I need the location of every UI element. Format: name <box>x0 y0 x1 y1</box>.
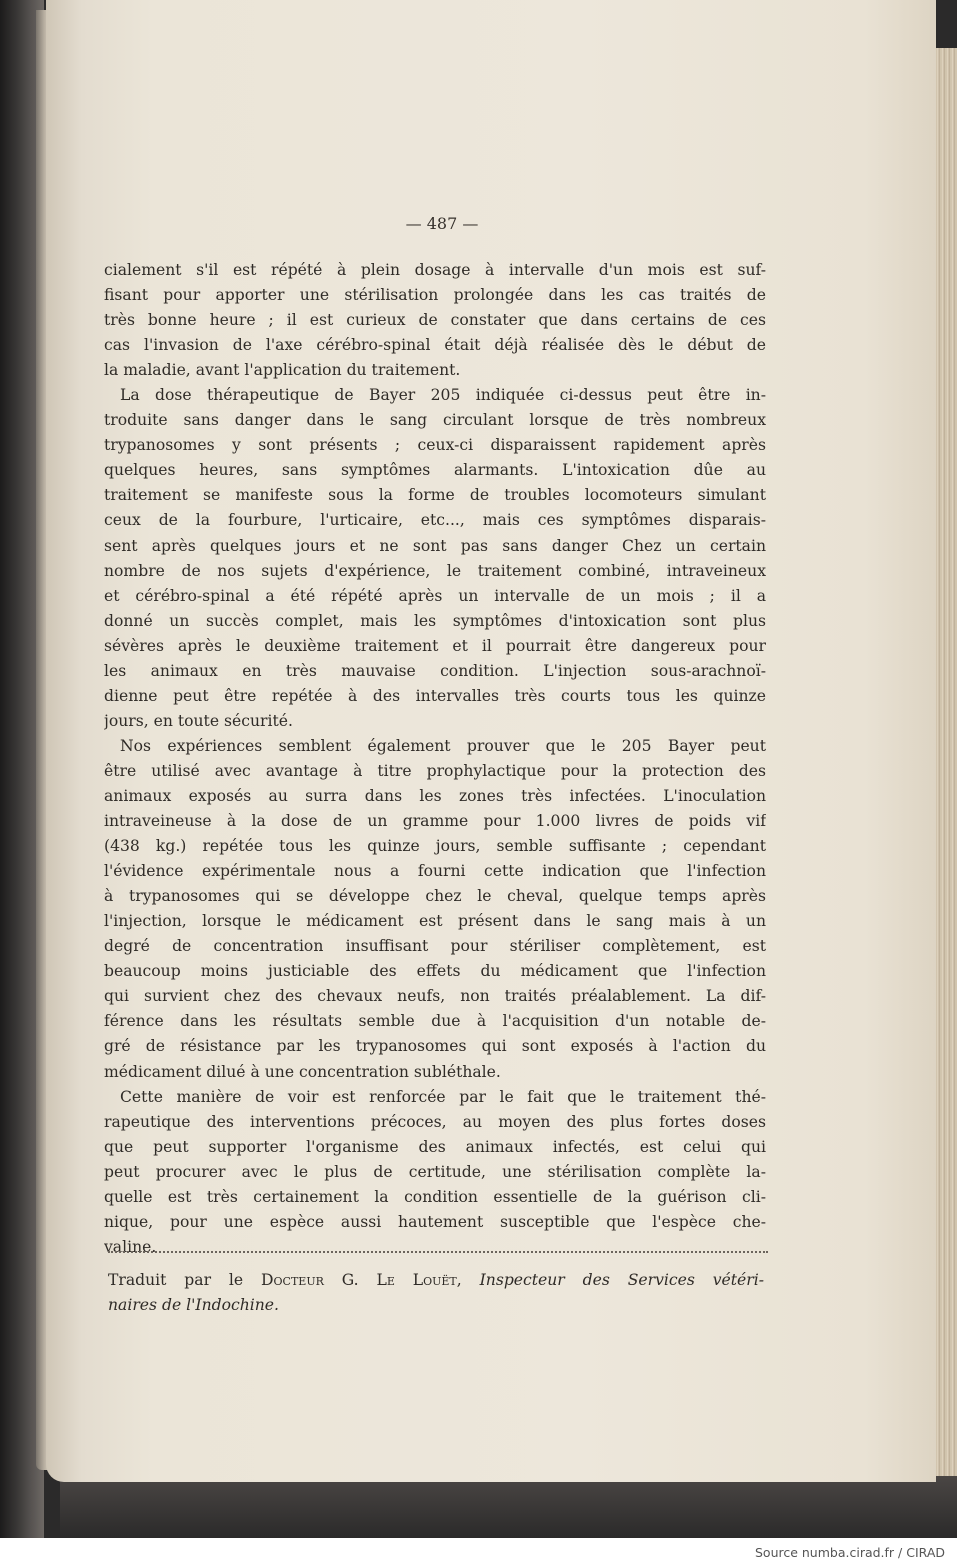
text-line: peut procurer avec le plus de certitude, une stérilisation complète la- <box>104 1162 766 1181</box>
text-line: à trypanosomes qui se développe chez le cheval, quelque temps après <box>104 887 766 906</box>
text-line: qui survient chez des chevaux neufs, non traités préalablement. La dif- <box>104 987 766 1006</box>
text-line: l'injection, lorsque le médicament est présent dans le sang mais à un <box>104 912 766 931</box>
text-line: cas l'invasion de l'axe cérébro-spinal était déjà réalisée dès le début de <box>104 336 766 355</box>
text-line: beaucoup moins justiciable des effets du médicament que l'infection <box>104 962 766 981</box>
text-line: fisant pour apporter une stérilisation prolongée dans les cas traités de <box>104 286 766 305</box>
footnote-line-1 <box>108 1268 764 1293</box>
text-line: sent après quelques jours et ne sont pas sans danger Chez un certain <box>104 536 766 555</box>
text-line: cialement s'il est répété à plein dosage à intervalle d'un mois est suf- <box>104 261 766 279</box>
text-line: degré de concentration insuffisant pour stériliser complètement, est <box>104 937 766 956</box>
text-line: La dose thérapeutique de Bayer 205 indiquée ci-dessus peut être in- <box>120 386 766 405</box>
text-line: médicament dilué à une concentration subléthale. <box>104 1062 501 1081</box>
footnote-separator <box>108 1247 768 1253</box>
translator-name: G. Le Louët, <box>341 1271 462 1289</box>
text-line: et cérébro-spinal a été répété après un intervalle de un mois ; il a <box>104 586 766 605</box>
page-bottom-shadow <box>60 1476 957 1538</box>
translator-role: Inspecteur des Services vétéri- <box>479 1271 764 1289</box>
text-line: l'évidence expérimentale nous a fourni cette indication que l'infection <box>104 862 766 881</box>
text-line: dienne peut être repétée à des intervalles très courts tous les quinze <box>104 686 766 705</box>
text-line: gré de résistance par les trypanosomes qui sont exposés à l'action du <box>104 1037 766 1056</box>
text-line: valine. <box>104 1237 157 1256</box>
footnote-prefix: Traduit par le <box>108 1271 262 1289</box>
translator-title: Docteur <box>261 1271 324 1289</box>
text-line: nombre de nos sujets d'expérience, le traitement combiné, intraveineux <box>104 561 766 580</box>
text-line: la maladie, avant l'application du traitement. <box>104 361 461 380</box>
footnote-line-2: naires de l'Indochine. <box>108 1296 279 1315</box>
text-line: intraveineuse à la dose de un gramme pour 1.000 livres de poids vif <box>104 812 766 831</box>
text-line: Nos expériences semblent également prouver que le 205 Bayer peut <box>120 736 766 755</box>
text-line: animaux exposés au surra dans les zones très infectées. L'inoculation <box>104 786 766 805</box>
text-line: quelle est très certainement la condition essentielle de la guérison cli- <box>104 1187 766 1206</box>
text-line: nique, pour une espèce aussi hautement susceptible que l'espèce che- <box>104 1212 766 1231</box>
footnote <box>108 1268 764 1318</box>
text-line: très bonne heure ; il est curieux de constater que dans certains de ces <box>104 311 766 330</box>
source-credit: Source numba.cirad.fr / CIRAD <box>754 1545 945 1560</box>
text-line: troduite sans danger dans le sang circulant lorsque de très nombreux <box>104 411 766 430</box>
text-line: sévères après le deuxième traitement et il pourrait être dangereux pour <box>104 636 766 655</box>
text-line: ceux de la fourbure, l'urticaire, etc..., mais ces symptômes disparais- <box>104 511 766 530</box>
text-line: traitement se manifeste sous la forme de troubles locomoteurs simulant <box>104 486 766 505</box>
text-line: trypanosomes y sont présents ; ceux-ci disparaissent rapidement après <box>104 436 766 455</box>
text-line: (438 kg.) repétée tous les quinze jours, semble suffisante ; cependant <box>104 837 766 856</box>
text-line: les animaux en très mauvaise condition. L'injection sous-arachnoï- <box>104 661 766 680</box>
text-line: jours, en toute sécurité. <box>104 711 293 730</box>
body-text <box>104 258 766 1260</box>
text-line: quelques heures, sans symptômes alarmants. L'intoxication dûe au <box>104 461 766 480</box>
text-line: être utilisé avec avantage à titre prophylactique pour la protection des <box>104 761 766 780</box>
text-line: rapeutique des interventions précoces, au moyen des plus fortes doses <box>104 1112 766 1131</box>
text-line: Cette manière de voir est renforcée par le fait que le traitement thé- <box>120 1087 766 1106</box>
text-line: donné un succès complet, mais les symptômes d'intoxication sont plus <box>104 611 766 630</box>
text-line: férence dans les résultats semble due à l'acquisition d'un notable de- <box>104 1012 766 1031</box>
page-number: — 487 — <box>405 214 479 233</box>
text-line: que peut supporter l'organisme des animaux infectés, est celui qui <box>104 1137 766 1156</box>
